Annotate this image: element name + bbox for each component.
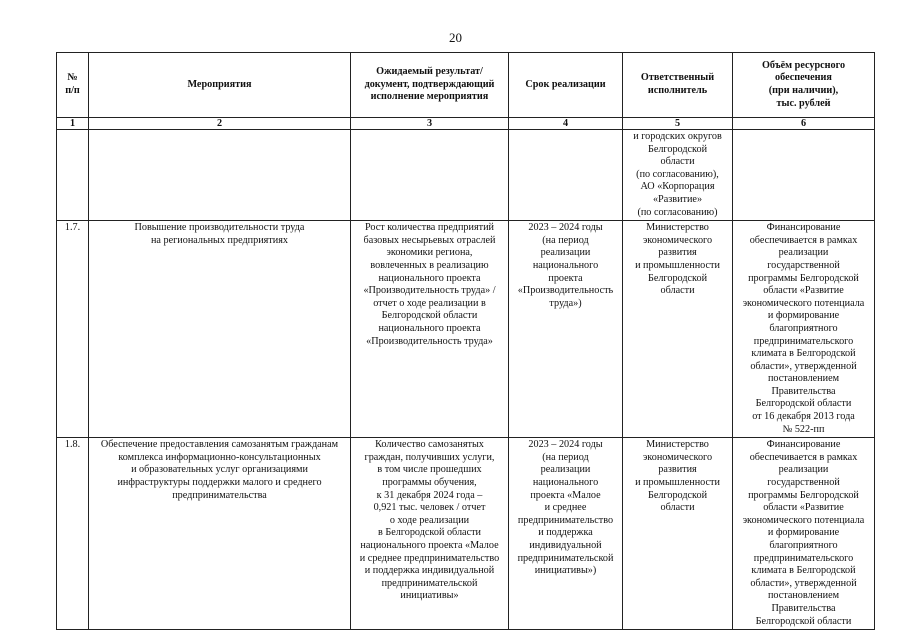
row-funding: Финансирование обеспечивается в рамках реализации государственной программы Белгородской области «Развитие экономического потенциала и формирование благоприятного предпринимательского климата в Белгородской области», утвержденной постановлением Правительства Белгородской области xyxy=(733,438,875,630)
column-number: 4 xyxy=(509,118,623,130)
row-period: 2023 – 2024 годы (на период реализации национального проекта «Производительность труда») xyxy=(509,221,623,438)
row-result: Рост количества предприятий базовых несырьевых отраслей экономики региона, вовлеченных в реализацию национального проекта «Производительность труда» / отчет о ходе реализации в Белгородской области национального проекта «Производительность труда» xyxy=(351,221,509,438)
row-activity: Повышение производительности труда на региональных предприятиях xyxy=(89,221,351,438)
header-funding: Объём ресурсного обеспечения (при наличии), тыс. рублей xyxy=(733,53,875,118)
table-header-row xyxy=(57,53,875,118)
row-period: 2023 – 2024 годы (на период реализации национального проекта «Малое и среднее предпринимательство и поддержка индивидуальной предпринимательской инициативы») xyxy=(509,438,623,630)
row-number: 1.7. xyxy=(57,221,89,438)
header-executor: Ответственный исполнитель xyxy=(623,53,733,118)
page-number: 20 xyxy=(449,30,462,45)
row-number xyxy=(57,130,89,221)
header-period: Срок реализации xyxy=(509,53,623,118)
row-funding xyxy=(733,130,875,221)
row-activity xyxy=(89,130,351,221)
column-number-row xyxy=(57,118,875,130)
row-result xyxy=(351,130,509,221)
row-activity: Обеспечение предоставления самозанятым гражданам комплекса информационно-консультационных и образовательных услуг организациями инфраструктуры поддержки малого и среднего предпринимательства xyxy=(89,438,351,630)
table-row-continuation xyxy=(57,130,875,221)
row-period xyxy=(509,130,623,221)
row-executor: Министерство экономического развития и промышленности Белгородской области xyxy=(623,221,733,438)
header-expected-result: Ожидаемый результат/ документ, подтверждающий исполнение мероприятия xyxy=(351,53,509,118)
column-number: 1 xyxy=(57,118,89,130)
row-result: Количество самозанятых граждан, получивших услуги, в том числе прошедших программы обучения, к 31 декабря 2024 года – 0,921 тыс. человек / отчет о ходе реализации в Белгородской области национального проекта «Малое и среднее предпринимательство и поддержка индивидуальной предпринимательской инициативы» xyxy=(351,438,509,630)
column-number: 5 xyxy=(623,118,733,130)
column-number: 2 xyxy=(89,118,351,130)
table-row-1-7 xyxy=(57,221,875,438)
header-activity: Мероприятия xyxy=(89,53,351,118)
measures-table xyxy=(56,52,875,630)
header-number: № п/п xyxy=(57,53,89,118)
column-number: 3 xyxy=(351,118,509,130)
row-funding: Финансирование обеспечивается в рамках реализации государственной программы Белгородской области «Развитие экономического потенциала и формирование благоприятного предпринимательского климата в Белгородской области», утвержденной постановлением Правительства Белгородской области от 16 декабря 2013 года № 522-пп xyxy=(733,221,875,438)
row-executor: Министерство экономического развития и промышленности Белгородской области xyxy=(623,438,733,630)
row-executor: и городских округов Белгородской области (по согласованию), АО «Корпорация «Развитие» (по согласованию) xyxy=(623,130,733,221)
column-number: 6 xyxy=(733,118,875,130)
table-row-1-8 xyxy=(57,438,875,630)
row-number: 1.8. xyxy=(57,438,89,630)
